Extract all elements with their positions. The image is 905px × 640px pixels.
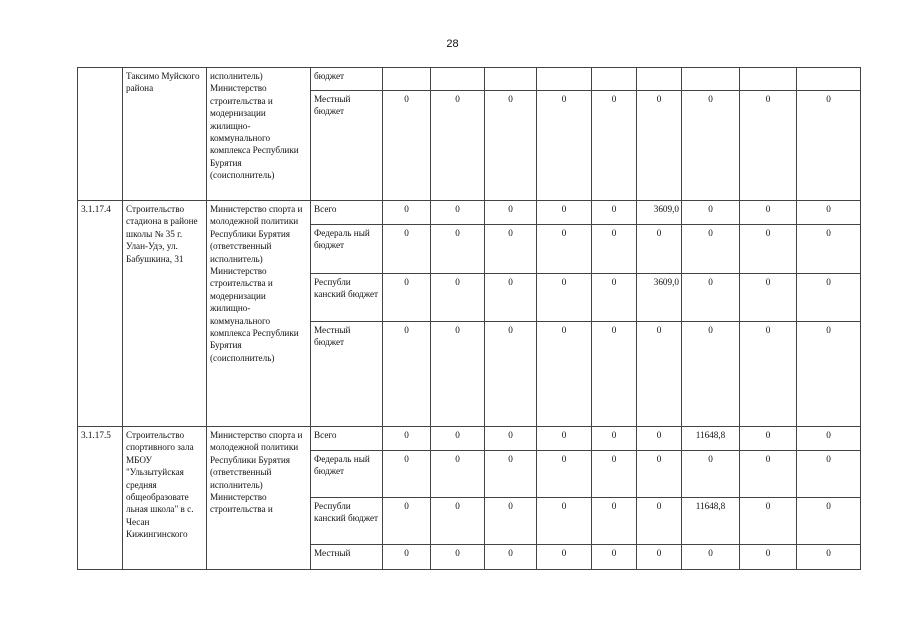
value-cell: 0 — [592, 451, 637, 498]
value-cell: 0 — [740, 274, 797, 322]
value-cell — [740, 68, 797, 91]
value-cell: 0 — [740, 225, 797, 274]
value-cell: 0 — [383, 451, 431, 498]
value-cell — [797, 68, 861, 91]
value-cell: 0 — [431, 274, 485, 322]
value-cell: 0 — [485, 545, 537, 570]
value-cell: 0 — [637, 451, 682, 498]
value-cell: 0 — [431, 545, 485, 570]
value-cell: 0 — [637, 91, 682, 201]
table-body — [78, 68, 861, 570]
value-cell: 0 — [682, 451, 740, 498]
value-cell: 0 — [682, 322, 740, 427]
value-cell: 0 — [592, 322, 637, 427]
value-cell: 0 — [431, 451, 485, 498]
value-cell: 0 — [485, 451, 537, 498]
funding-source: Местный бюджет — [311, 91, 383, 201]
value-cell: 0 — [485, 225, 537, 274]
value-cell: 0 — [537, 545, 592, 570]
value-cell: 0 — [537, 498, 592, 545]
funding-source: Всего — [311, 427, 383, 451]
value-cell: 0 — [797, 545, 861, 570]
measure-name: Таксимо Муйского района — [123, 68, 207, 201]
value-cell: 0 — [537, 274, 592, 322]
value-cell: 0 — [383, 498, 431, 545]
responsible-executor: Министерство спорта и молодежной политики Республики Бурятия (ответственный исполнитель) Министерство строительства и — [207, 427, 311, 570]
value-cell: 0 — [431, 225, 485, 274]
table-row — [78, 427, 861, 451]
funding-source: Федераль ный бюджет — [311, 225, 383, 274]
value-cell: 0 — [592, 545, 637, 570]
responsible-executor: исполнитель) Министерство строительства и модернизации жилищно-коммунального комплекса Республики Бурятия (соисполнитель) — [207, 68, 311, 201]
value-cell — [682, 68, 740, 91]
table-row — [78, 68, 861, 91]
value-cell: 0 — [797, 498, 861, 545]
value-cell: 0 — [682, 225, 740, 274]
value-cell: 0 — [431, 322, 485, 427]
value-cell: 0 — [431, 427, 485, 451]
value-cell: 0 — [682, 545, 740, 570]
measure-code — [78, 68, 123, 201]
value-cell — [537, 68, 592, 91]
funding-source: Федераль ный бюджет — [311, 451, 383, 498]
value-cell: 0 — [592, 91, 637, 201]
funding-source: бюджет — [311, 68, 383, 91]
value-cell: 0 — [637, 545, 682, 570]
value-cell: 0 — [797, 322, 861, 427]
page-number: 28 — [446, 38, 459, 50]
value-cell: 0 — [740, 427, 797, 451]
value-cell: 0 — [485, 201, 537, 225]
value-cell: 0 — [637, 225, 682, 274]
value-cell: 0 — [740, 201, 797, 225]
value-cell — [485, 68, 537, 91]
value-cell: 0 — [797, 201, 861, 225]
funding-source: Местный бюджет — [311, 322, 383, 427]
value-cell: 0 — [592, 201, 637, 225]
value-cell: 0 — [740, 91, 797, 201]
value-cell: 0 — [485, 91, 537, 201]
value-cell: 0 — [797, 225, 861, 274]
value-cell: 0 — [797, 451, 861, 498]
value-cell: 0 — [740, 451, 797, 498]
value-cell: 0 — [383, 322, 431, 427]
value-cell: 0 — [537, 427, 592, 451]
value-cell: 11648,8 — [682, 498, 740, 545]
measure-code: 3.1.17.5 — [78, 427, 123, 570]
value-cell: 0 — [383, 225, 431, 274]
value-cell: 0 — [740, 545, 797, 570]
value-cell: 0 — [740, 322, 797, 427]
value-cell: 0 — [592, 274, 637, 322]
value-cell: 0 — [682, 274, 740, 322]
value-cell: 0 — [485, 498, 537, 545]
measure-name: Строительство стадиона в районе школы № 35 г. Улан-Удэ, ул. Бабушкина, 31 — [123, 201, 207, 427]
value-cell: 0 — [485, 427, 537, 451]
value-cell: 0 — [485, 274, 537, 322]
value-cell: 0 — [592, 498, 637, 545]
value-cell: 0 — [383, 427, 431, 451]
value-cell: 0 — [637, 322, 682, 427]
value-cell — [383, 68, 431, 91]
value-cell: 0 — [537, 91, 592, 201]
value-cell — [592, 68, 637, 91]
value-cell: 11648,8 — [682, 427, 740, 451]
value-cell: 0 — [637, 427, 682, 451]
funding-source: Республи канский бюджет — [311, 498, 383, 545]
value-cell: 0 — [537, 451, 592, 498]
value-cell: 0 — [485, 322, 537, 427]
budget-table — [77, 67, 861, 570]
value-cell: 0 — [431, 201, 485, 225]
responsible-executor: Министерство спорта и молодежной политики Республики Бурятия (ответственный исполнитель) Министерство строительства и модернизации жилищно-коммунального комплекса Республики Бурятия (соисполнитель) — [207, 201, 311, 427]
value-cell: 0 — [797, 274, 861, 322]
value-cell: 0 — [592, 225, 637, 274]
value-cell: 0 — [537, 225, 592, 274]
value-cell: 0 — [383, 274, 431, 322]
funding-source: Всего — [311, 201, 383, 225]
value-cell: 0 — [637, 498, 682, 545]
funding-source: Республи канский бюджет — [311, 274, 383, 322]
value-cell — [431, 68, 485, 91]
value-cell: 0 — [797, 427, 861, 451]
value-cell: 0 — [431, 498, 485, 545]
value-cell: 3609,0 — [637, 274, 682, 322]
value-cell: 0 — [537, 201, 592, 225]
value-cell: 0 — [592, 427, 637, 451]
value-cell: 0 — [682, 91, 740, 201]
value-cell: 0 — [383, 91, 431, 201]
value-cell — [637, 68, 682, 91]
value-cell: 3609,0 — [637, 201, 682, 225]
table-row — [78, 201, 861, 225]
value-cell: 0 — [797, 91, 861, 201]
funding-source: Местный — [311, 545, 383, 570]
measure-name: Строительство спортивного зала МБОУ "Ульзытуйская средняя общеобразовате льная школа" в с. Чесан Кижингинского — [123, 427, 207, 570]
value-cell: 0 — [537, 322, 592, 427]
measure-code: 3.1.17.4 — [78, 201, 123, 427]
value-cell: 0 — [740, 498, 797, 545]
value-cell: 0 — [383, 545, 431, 570]
value-cell: 0 — [431, 91, 485, 201]
value-cell: 0 — [682, 201, 740, 225]
value-cell: 0 — [383, 201, 431, 225]
